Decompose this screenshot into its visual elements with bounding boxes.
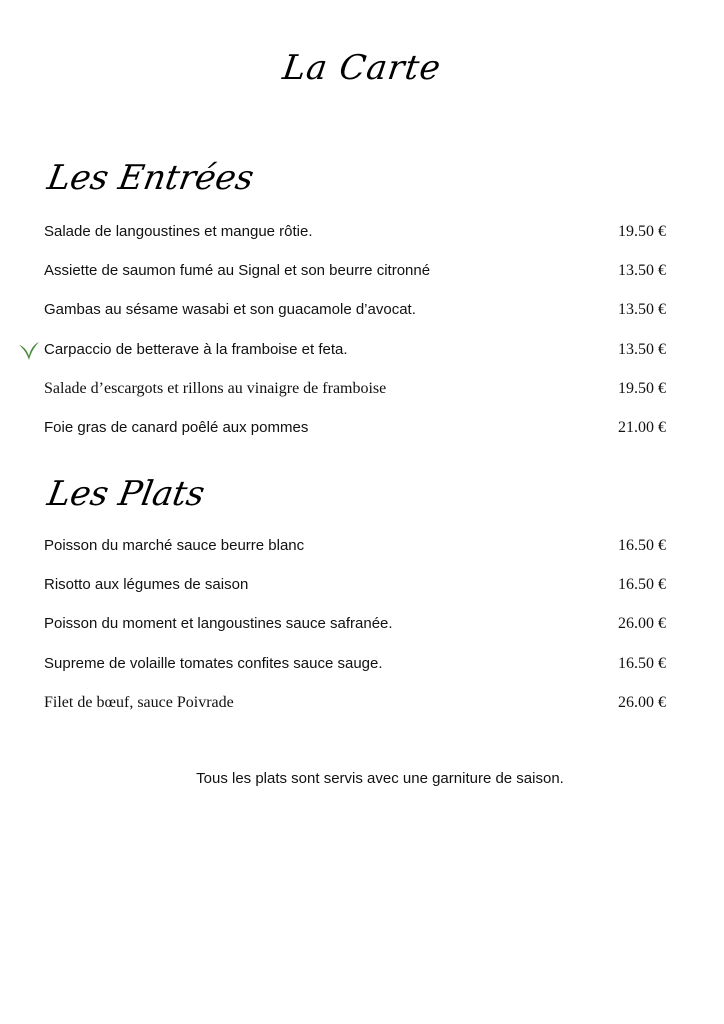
dish-price: 16.50 €: [618, 537, 666, 554]
list-item: [0, 261, 724, 300]
footnote: Tous les plats sont servis avec une garniture de saison.: [196, 770, 564, 787]
list-item: [0, 222, 724, 261]
entrees-list: [0, 222, 724, 457]
list-item: [0, 379, 724, 418]
list-item: [0, 300, 724, 339]
list-item: [0, 536, 724, 575]
plats-list: [0, 536, 724, 732]
list-item: [0, 418, 724, 457]
section-title-plats: Les Plats: [44, 474, 208, 514]
dish-name: Salade d’escargots et rillons au vinaigre de framboise: [44, 379, 387, 397]
dish-price: 13.50 €: [618, 301, 666, 319]
dish-price: 26.00 €: [618, 615, 666, 633]
dish-price: 16.50 €: [618, 576, 666, 594]
dish-price: 13.50 €: [618, 340, 666, 358]
dish-price: 13.50 €: [618, 262, 666, 280]
dish-name: Poisson du marché sauce beurre blanc: [44, 537, 305, 554]
list-item: [0, 614, 724, 653]
dish-price: 26.00 €: [618, 693, 666, 711]
dish-price: 19.50 €: [618, 379, 666, 397]
dish-name: Salade de langoustines et mangue rôtie.: [44, 223, 313, 240]
section-title-entrees: Les Entrées: [44, 158, 257, 198]
dish-price: 21.00 €: [618, 418, 666, 436]
dish-price: 16.50 €: [618, 654, 666, 672]
page-title: La Carte: [280, 48, 444, 88]
dish-name: Foie gras de canard poêlé aux pommes: [44, 418, 309, 436]
dish-name: Carpaccio de betterave à la framboise et feta.: [44, 340, 348, 358]
dish-name: Gambas au sésame wasabi et son guacamole d’avocat.: [44, 301, 416, 319]
dish-name: Supreme de volaille tomates confites sauce sauge.: [44, 654, 383, 672]
list-item: [0, 340, 724, 379]
list-item: [0, 654, 724, 693]
dish-price: 19.50 €: [618, 223, 666, 240]
dish-name: Assiette de saumon fumé au Signal et son beurre citronné: [44, 262, 431, 280]
list-item: [0, 693, 724, 732]
dish-name: Risotto aux légumes de saison: [44, 576, 249, 594]
list-item: [0, 575, 724, 614]
leaf-icon: [18, 341, 40, 361]
dish-name: Poisson du moment et langoustines sauce safranée.: [44, 615, 393, 633]
dish-name: Filet de bœuf, sauce Poivrade: [44, 693, 234, 711]
